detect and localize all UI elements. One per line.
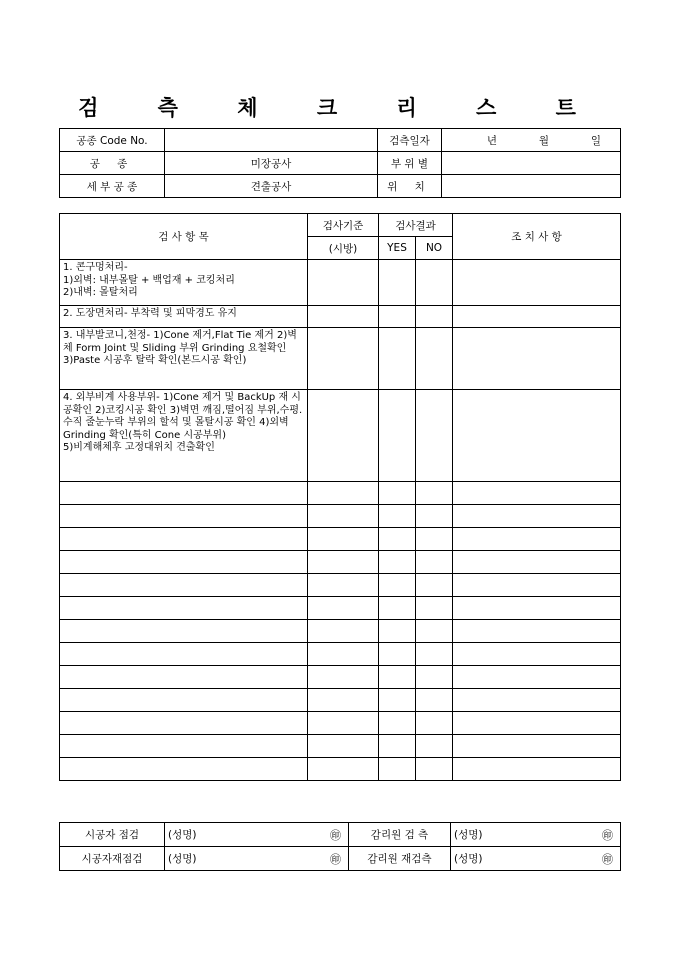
signature-table <box>59 822 621 871</box>
item-text: 1. 콘구멍처리- 1)외벽: 내부몰탈 + 백업재 + 코킹처리 2)내벽: 몰탈처리 <box>63 262 235 298</box>
empty-row <box>60 620 621 643</box>
item-cell[interactable] <box>60 643 308 666</box>
col-criteria-header: 검사기준 <box>308 214 379 237</box>
action-cell[interactable] <box>453 643 621 666</box>
col-no-header: NO <box>416 237 453 260</box>
yes-cell[interactable] <box>379 597 416 620</box>
document-title: 검 측 체 크 리 스 트 <box>78 95 602 120</box>
criteria-cell[interactable] <box>308 643 379 666</box>
empty-row <box>60 505 621 528</box>
no-cell[interactable] <box>416 689 453 712</box>
criteria-cell[interactable] <box>308 260 379 306</box>
seal-mark: ㊞ <box>602 828 613 842</box>
name-placeholder: (성명) <box>168 828 197 841</box>
no-cell[interactable] <box>416 328 453 390</box>
criteria-cell[interactable] <box>308 735 379 758</box>
criteria-cell[interactable] <box>308 482 379 505</box>
yes-cell[interactable] <box>379 260 416 306</box>
criteria-cell[interactable] <box>308 390 379 482</box>
header-row-work-type <box>60 152 621 175</box>
date-year: 년 <box>486 134 497 147</box>
criteria-cell[interactable] <box>308 712 379 735</box>
yes-cell[interactable] <box>379 666 416 689</box>
no-cell[interactable] <box>416 505 453 528</box>
item-cell <box>60 306 308 328</box>
no-cell[interactable] <box>416 260 453 306</box>
item-cell[interactable] <box>60 620 308 643</box>
supervisor-check-sign[interactable] <box>451 823 621 847</box>
part-field[interactable] <box>442 152 621 175</box>
criteria-cell[interactable] <box>308 666 379 689</box>
yes-cell[interactable] <box>379 505 416 528</box>
col-yes-header: YES <box>379 237 416 260</box>
contractor-check-sign[interactable] <box>165 823 349 847</box>
item-cell <box>60 328 308 390</box>
action-cell[interactable] <box>453 689 621 712</box>
yes-cell[interactable] <box>379 735 416 758</box>
item-cell[interactable] <box>60 482 308 505</box>
item-cell[interactable] <box>60 505 308 528</box>
yes-cell[interactable] <box>379 328 416 390</box>
table-row <box>60 260 621 306</box>
no-cell[interactable] <box>416 528 453 551</box>
detail-field[interactable]: 견출공사 <box>165 175 378 198</box>
action-cell[interactable] <box>453 620 621 643</box>
item-text: 4. 외부비계 사용부위- 1)Cone 제거 및 BackUp 재 시공확인 2)코킹시공 확인 3)벽면 깨짐,떨어짐 부위,수평.수직 줄눈누락 부위의 할석 및 몰탈시공 확인 4)외벽 Grinding 확인(특히 Cone 시공부위) 5)비계해체후 고정대위치 견출확인 <box>63 392 303 453</box>
action-cell[interactable] <box>453 574 621 597</box>
criteria-cell[interactable] <box>308 528 379 551</box>
yes-cell[interactable] <box>379 712 416 735</box>
item-cell[interactable] <box>60 735 308 758</box>
table-row <box>60 390 621 482</box>
part-label: 부 위 별 <box>378 152 442 175</box>
col-criteria-subheader: (시방) <box>308 237 379 260</box>
name-placeholder: (성명) <box>454 828 483 841</box>
no-cell[interactable] <box>416 306 453 328</box>
header-row-detail <box>60 175 621 198</box>
yes-cell[interactable] <box>379 758 416 781</box>
seal-mark: ㊞ <box>330 828 341 842</box>
supervisor-recheck-label: 감리원 재검측 <box>349 847 451 871</box>
col-action-header: 조 치 사 항 <box>453 214 621 260</box>
criteria-cell[interactable] <box>308 574 379 597</box>
col-items-header: 검 사 항 목 <box>60 214 308 260</box>
supervisor-recheck-sign[interactable] <box>451 847 621 871</box>
no-cell[interactable] <box>416 597 453 620</box>
action-cell[interactable] <box>453 482 621 505</box>
header-row-code <box>60 129 621 152</box>
action-cell[interactable] <box>453 712 621 735</box>
yes-cell[interactable] <box>379 482 416 505</box>
header-table <box>59 128 621 198</box>
seal-mark: ㊞ <box>330 852 341 866</box>
criteria-cell[interactable] <box>308 620 379 643</box>
empty-row <box>60 666 621 689</box>
empty-row <box>60 689 621 712</box>
yes-cell[interactable] <box>379 689 416 712</box>
yes-cell[interactable] <box>379 306 416 328</box>
item-text: 3. 내부발코니,천정- 1)Cone 제거,Flat Tie 제거 2)벽체 Form Joint 및 Sliding 부위 Grinding 요철확인 3)Paste 시공후 탈락 확인(본드시공 확인) <box>63 330 297 366</box>
criteria-cell[interactable] <box>308 689 379 712</box>
item-cell[interactable] <box>60 758 308 781</box>
action-cell[interactable] <box>453 735 621 758</box>
no-cell[interactable] <box>416 574 453 597</box>
action-cell[interactable] <box>453 328 621 390</box>
work-type-label: 공 종 <box>60 152 165 175</box>
location-field[interactable] <box>442 175 621 198</box>
no-cell[interactable] <box>416 735 453 758</box>
item-cell[interactable] <box>60 551 308 574</box>
item-cell[interactable] <box>60 597 308 620</box>
signature-row <box>60 847 621 871</box>
table-header-row <box>60 214 621 237</box>
empty-row <box>60 528 621 551</box>
date-day: 일 <box>590 134 601 147</box>
contractor-recheck-sign[interactable] <box>165 847 349 871</box>
action-cell[interactable] <box>453 528 621 551</box>
empty-row <box>60 551 621 574</box>
action-cell[interactable] <box>453 666 621 689</box>
empty-row <box>60 482 621 505</box>
action-cell[interactable] <box>453 390 621 482</box>
item-cell[interactable] <box>60 666 308 689</box>
criteria-cell[interactable] <box>308 328 379 390</box>
name-placeholder: (성명) <box>454 852 483 865</box>
contractor-recheck-label: 시공자재점검 <box>60 847 165 871</box>
action-cell[interactable] <box>453 597 621 620</box>
detail-label: 세 부 공 종 <box>60 175 165 198</box>
yes-cell[interactable] <box>379 620 416 643</box>
empty-row <box>60 574 621 597</box>
yes-cell[interactable] <box>379 551 416 574</box>
action-cell[interactable] <box>453 505 621 528</box>
no-cell[interactable] <box>416 666 453 689</box>
yes-cell[interactable] <box>379 643 416 666</box>
action-cell[interactable] <box>453 758 621 781</box>
criteria-cell[interactable] <box>308 505 379 528</box>
criteria-cell[interactable] <box>308 758 379 781</box>
name-placeholder: (성명) <box>168 852 197 865</box>
no-cell[interactable] <box>416 551 453 574</box>
yes-cell[interactable] <box>379 574 416 597</box>
inspection-table <box>59 213 621 781</box>
supervisor-check-label: 감리원 검 측 <box>349 823 451 847</box>
date-month: 월 <box>538 134 549 147</box>
code-field[interactable] <box>165 129 378 152</box>
col-result-header: 검사결과 <box>379 214 453 237</box>
no-cell[interactable] <box>416 758 453 781</box>
no-cell[interactable] <box>416 712 453 735</box>
no-cell[interactable] <box>416 620 453 643</box>
item-cell <box>60 260 308 306</box>
date-field[interactable] <box>442 129 621 152</box>
item-cell <box>60 390 308 482</box>
contractor-check-label: 시공자 점검 <box>60 823 165 847</box>
location-label: 위 치 <box>378 175 442 198</box>
table-row <box>60 306 621 328</box>
no-cell[interactable] <box>416 482 453 505</box>
criteria-cell[interactable] <box>308 306 379 328</box>
no-cell[interactable] <box>416 390 453 482</box>
empty-row <box>60 712 621 735</box>
signature-row <box>60 823 621 847</box>
item-cell[interactable] <box>60 712 308 735</box>
no-cell[interactable] <box>416 643 453 666</box>
seal-mark: ㊞ <box>602 852 613 866</box>
date-label: 검측일자 <box>378 129 442 152</box>
empty-row <box>60 735 621 758</box>
item-cell[interactable] <box>60 574 308 597</box>
item-text: 2. 도장면처리- 부착력 및 피막경도 유지 <box>63 308 237 319</box>
empty-row <box>60 597 621 620</box>
item-cell[interactable] <box>60 689 308 712</box>
criteria-cell[interactable] <box>308 597 379 620</box>
work-type-field[interactable]: 미장공사 <box>165 152 378 175</box>
empty-row <box>60 758 621 781</box>
item-cell[interactable] <box>60 528 308 551</box>
empty-row <box>60 643 621 666</box>
action-cell[interactable] <box>453 306 621 328</box>
yes-cell[interactable] <box>379 390 416 482</box>
criteria-cell[interactable] <box>308 551 379 574</box>
table-row <box>60 328 621 390</box>
action-cell[interactable] <box>453 551 621 574</box>
yes-cell[interactable] <box>379 528 416 551</box>
code-label: 공종 Code No. <box>60 129 165 152</box>
action-cell[interactable] <box>453 260 621 306</box>
